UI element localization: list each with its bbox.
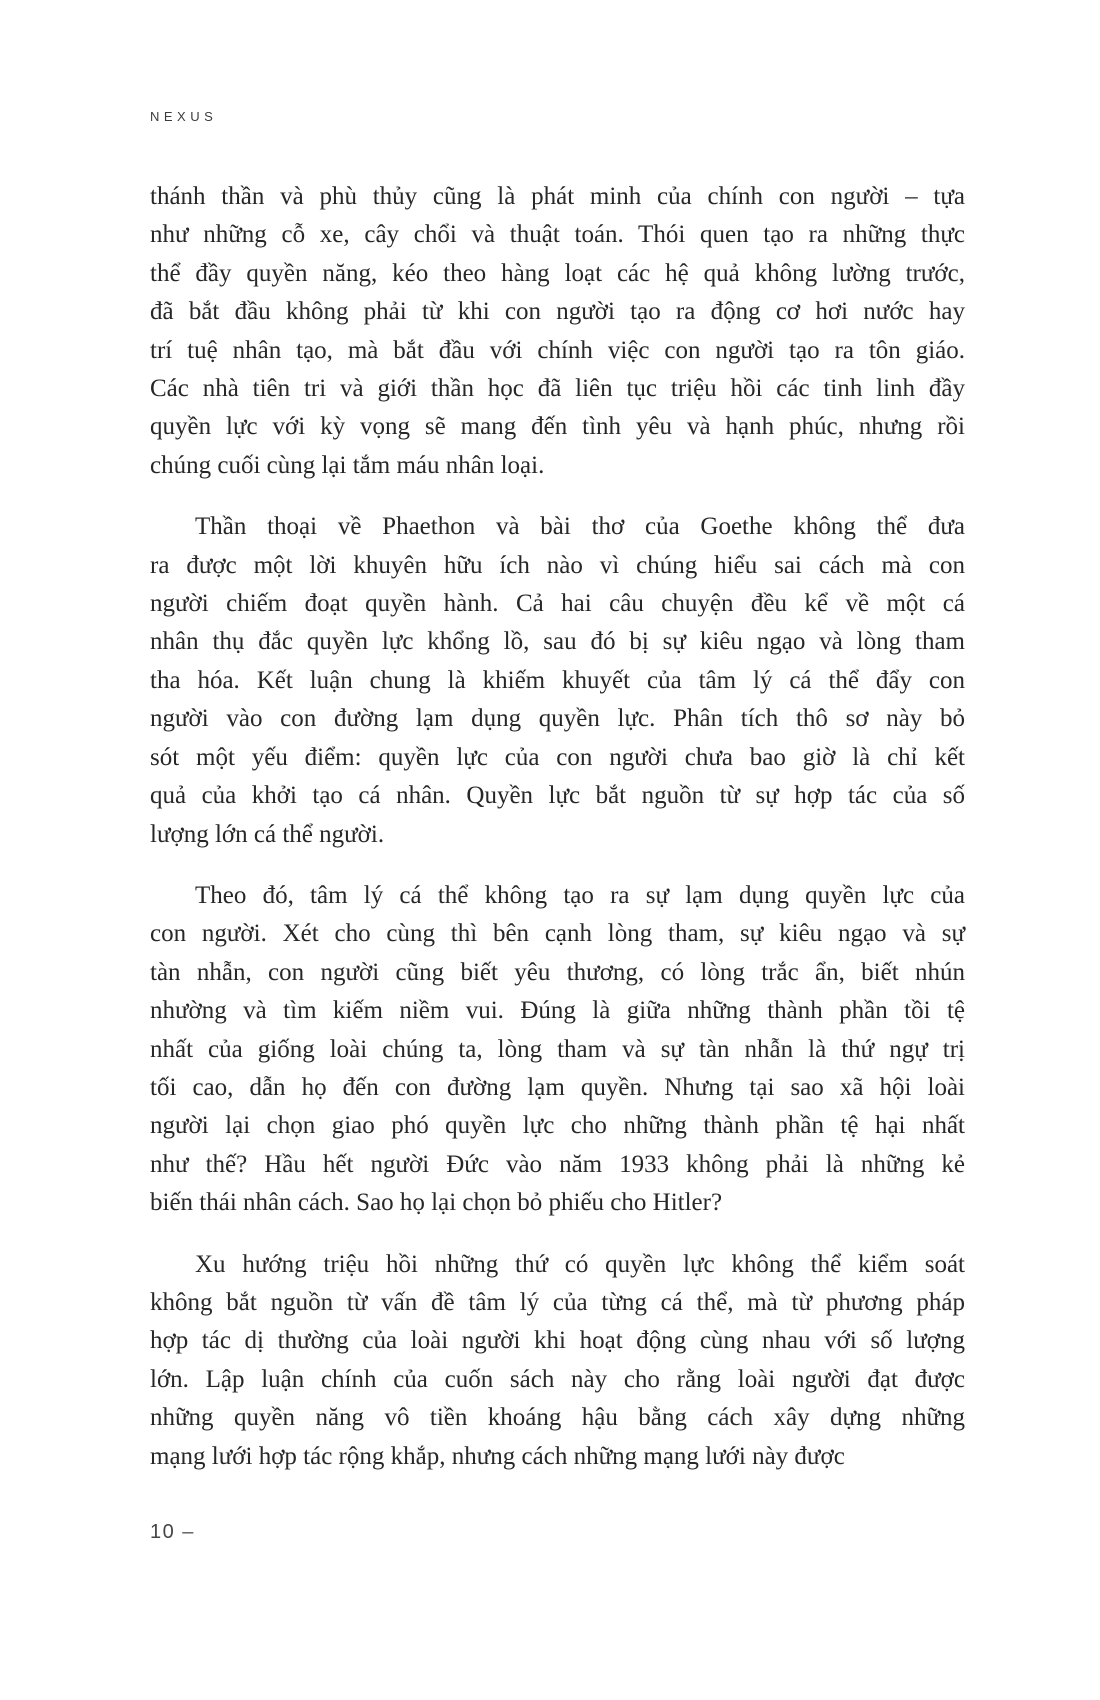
text-line: như những cỗ xe, cây chổi và thuật toán. Thói quen tạo ra những thực xyxy=(150,221,965,249)
text-line: chúng cuối cùng lại tắm máu nhân loại. xyxy=(150,451,545,479)
text-line: người vào con đường lạm dụng quyền lực. Phân tích thô sơ này bỏ xyxy=(150,705,965,733)
paragraph xyxy=(150,1246,965,1476)
running-header-title: NEXUS xyxy=(150,109,218,124)
text-line: tối cao, dẫn họ đến con đường lạm quyền. Nhưng tại sao xã hội loài xyxy=(150,1073,965,1101)
page-number: 10 xyxy=(150,1521,176,1543)
paragraph xyxy=(150,877,965,1223)
text-line: biến thái nhân cách. Sao họ lại chọn bỏ phiếu cho Hitler? xyxy=(150,1189,723,1217)
text-line: như thế? Hầu hết người Đức vào năm 1933 không phải là những kẻ xyxy=(150,1150,965,1178)
text-line: con người. Xét cho cùng thì bên cạnh lòng tham, sự kiêu ngạo và sự xyxy=(150,920,965,948)
text-line: nhân thụ đắc quyền lực khổng lồ, sau đó bị sự kiêu ngạo và lòng tham xyxy=(150,628,965,656)
text-line: thánh thần và phù thủy cũng là phát minh của chính con người – tựa xyxy=(150,183,965,210)
text-line: ra được một lời khuyên hữu ích nào vì chúng hiểu sai cách mà con xyxy=(150,551,965,579)
text-line: không bắt nguồn từ vấn đề tâm lý của từng cá thể, mà từ phương pháp xyxy=(150,1288,965,1316)
text-line: thể đầy quyền năng, kéo theo hàng loạt các hệ quả không lường trước, xyxy=(150,259,965,287)
text-line: những quyền năng vô tiền khoáng hậu bằng cách xây dựng những xyxy=(150,1404,965,1432)
text-line: đã bắt đầu không phải từ khi con người tạo ra động cơ hơi nước hay xyxy=(150,298,965,326)
text-line: Thần thoại về Phaethon và bài thơ của Goethe không thể đưa xyxy=(195,513,965,541)
text-line: quả của khởi tạo cá nhân. Quyền lực bắt nguồn từ sự hợp tác của số xyxy=(150,782,965,810)
paragraph xyxy=(150,508,965,854)
text-line: Các nhà tiên tri và giới thần học đã liên tục triệu hồi các tinh linh đầy xyxy=(150,375,965,403)
text-line: Xu hướng triệu hồi những thứ có quyền lực không thể kiểm soát xyxy=(195,1250,965,1278)
text-line: sót một yếu điểm: quyền lực của con người chưa bao giờ là chỉ kết xyxy=(150,743,965,771)
page-footer xyxy=(150,1521,195,1544)
text-line: nhường và tìm kiếm niềm vui. Đúng là giữa những thành phần tồi tệ xyxy=(150,997,965,1025)
text-line: tha hóa. Kết luận chung là khiếm khuyết của tâm lý cá thể đẩy con xyxy=(150,666,965,694)
text-line: người lại chọn giao phó quyền lực cho những thành phần tệ hại nhất xyxy=(150,1112,965,1140)
text-line: nhất của giống loài chúng ta, lòng tham và sự tàn nhẫn là thứ ngự trị xyxy=(150,1035,965,1063)
text-line: người chiếm đoạt quyền hành. Cả hai câu chuyện đều kể về một cá xyxy=(150,590,965,618)
text-line: lớn. Lập luận chính của cuốn sách này cho rằng loài người đạt được xyxy=(150,1365,965,1393)
text-line: quyền lực với kỳ vọng sẽ mang đến tình yêu và hạnh phúc, nhưng rồi xyxy=(150,413,965,441)
paragraph xyxy=(150,178,965,485)
text-line: mạng lưới hợp tác rộng khắp, nhưng cách những mạng lưới này được xyxy=(150,1442,845,1470)
text-line: trí tuệ nhân tạo, mà bắt đầu với chính việc con người tạo ra tôn giáo. xyxy=(150,336,965,364)
text-line: Theo đó, tâm lý cá thể không tạo ra sự lạm dụng quyền lực của xyxy=(195,881,965,909)
text-line: tàn nhẫn, con người cũng biết yêu thương, có lòng trắc ẩn, biết nhún xyxy=(150,958,965,986)
body-text xyxy=(150,178,965,1476)
text-line: hợp tác dị thường của loài người khi hoạt động cùng nhau với số lượng xyxy=(150,1327,965,1355)
text-line: lượng lớn cá thể người. xyxy=(150,820,385,848)
page-number-dash: – xyxy=(182,1521,195,1543)
